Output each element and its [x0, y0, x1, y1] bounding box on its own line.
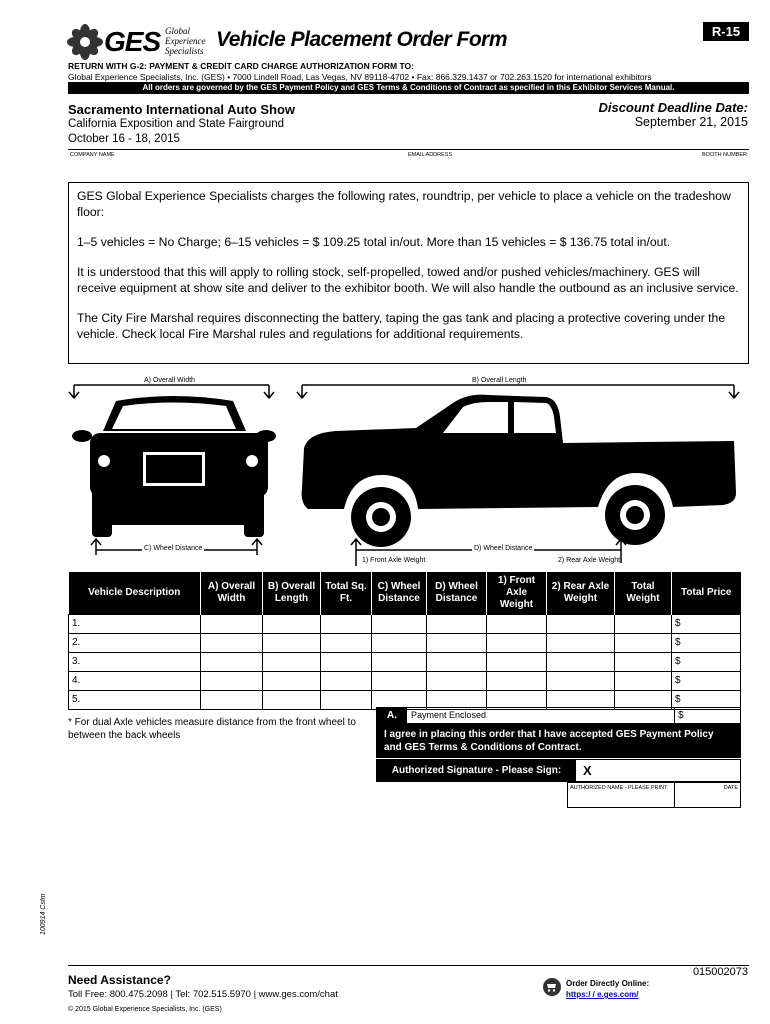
col-front-axle-weight: 1) Front Axle Weight	[487, 572, 547, 614]
rear-axle-label: 2) Rear Axle Weight	[558, 557, 621, 564]
payment-enclosed-row	[376, 707, 741, 724]
total-weight-cell[interactable]	[615, 652, 672, 671]
overall-length-cell[interactable]	[263, 652, 321, 671]
overall-width-label: A) Overall Width	[144, 377, 195, 384]
col-wheel-distance-d: D) Wheel Distance	[427, 572, 487, 614]
col-wheel-distance-c: C) Wheel Distance	[372, 572, 427, 614]
vehicle-measurement-diagram	[68, 373, 749, 568]
total-sqft-cell[interactable]	[321, 671, 372, 690]
wheel-distance-c-label: C) Wheel Distance	[144, 545, 203, 552]
total-price-cell[interactable]: $	[672, 690, 741, 709]
show-dates: October 16 - 18, 2015	[68, 133, 180, 145]
date-field[interactable]: DATE	[674, 782, 741, 808]
show-venue: California Exposition and State Fairground	[68, 118, 285, 130]
ges-logo-icon	[67, 24, 103, 60]
signature-row	[376, 759, 741, 782]
row-number: 4.	[69, 671, 201, 690]
contact-info: Toll Free: 800.475.2098 | Tel: 702.515.5970 | www.ges.com/chat	[68, 989, 338, 1000]
booth-number-field[interactable]: BOOTH NUMBER	[702, 152, 747, 158]
row-number: 3.	[69, 652, 201, 671]
front-axle-weight-cell[interactable]	[487, 614, 547, 633]
footer-divider	[68, 965, 749, 966]
row-number: 2.	[69, 633, 201, 652]
wheel-distance-c-cell[interactable]	[372, 614, 427, 633]
logo-subtitle: Global Experience Specialists	[165, 26, 206, 56]
wheel-distance-c-cell[interactable]	[372, 633, 427, 652]
total-sqft-cell[interactable]	[321, 633, 372, 652]
shopping-cart-icon	[543, 978, 561, 996]
table-row	[69, 633, 741, 652]
row-number: 5.	[69, 690, 201, 709]
wheel-distance-c-cell[interactable]	[372, 671, 427, 690]
payment-amount-field[interactable]: $	[674, 708, 741, 723]
row-number: 1.	[69, 614, 201, 633]
overall-width-cell[interactable]	[201, 633, 263, 652]
front-axle-weight-cell[interactable]	[487, 652, 547, 671]
signature-field[interactable]: X	[583, 763, 592, 778]
vehicle-table	[68, 572, 741, 710]
need-assistance-heading: Need Assistance?	[68, 973, 171, 987]
show-name: Sacramento International Auto Show	[68, 102, 296, 117]
deadline-label: Discount Deadline Date:	[598, 100, 748, 115]
form-number: 015002073	[692, 966, 748, 978]
fire-marshal-note: The City Fire Marshal requires disconnecting the battery, taping the gas tank and placing a protective covering under the vehicle. Check local Fire Marshal rules and regulations for additional requirements.	[77, 311, 726, 341]
overall-length-label: B) Overall Length	[472, 377, 527, 384]
deadline-date: September 21, 2015	[634, 115, 748, 129]
wheel-distance-d-cell[interactable]	[427, 633, 487, 652]
signature-info-fields	[567, 782, 741, 808]
col-total-price: Total Price	[672, 572, 741, 614]
rear-axle-weight-cell[interactable]	[547, 652, 615, 671]
table-row	[69, 652, 741, 671]
overall-width-cell[interactable]	[201, 614, 263, 633]
total-price-cell[interactable]: $	[672, 614, 741, 633]
total-sqft-cell[interactable]	[321, 652, 372, 671]
overall-width-cell[interactable]	[201, 652, 263, 671]
rates-pricing: 1–5 vehicles = No Charge; 6–15 vehicles = $ 109.25 total in/out. More than 15 vehicles = $ 136.75 total in/out.	[77, 235, 671, 249]
col-total-weight: Total Weight	[615, 572, 672, 614]
overall-width-cell[interactable]	[201, 671, 263, 690]
copyright: © 2015 Global Experience Specialists, Inc. (GES)	[68, 1006, 222, 1013]
col-rear-axle-weight: 2) Rear Axle Weight	[547, 572, 615, 614]
return-instruction: RETURN WITH G-2: PAYMENT & CREDIT CARD CHARGE AUTHORIZATION FORM TO:	[68, 61, 414, 71]
overall-length-cell[interactable]	[263, 633, 321, 652]
total-weight-cell[interactable]	[615, 671, 672, 690]
col-overall-length: B) Overall Length	[263, 572, 321, 614]
return-address: Global Experience Specialists, Inc. (GES) • 7000 Lindell Road, Las Vegas, NV 89118-4702 • Fax: 866.329.1437 or 702.263.1520 for international exhibitors	[68, 72, 652, 82]
payment-enclosed-label: Payment Enclosed	[411, 710, 487, 720]
front-axle-weight-cell[interactable]	[487, 633, 547, 652]
col-vehicle-description: Vehicle Description	[69, 572, 201, 614]
wheel-distance-d-label: D) Wheel Distance	[474, 545, 533, 552]
logo-wordmark: GES	[104, 26, 161, 57]
order-online-link[interactable]: https:/ / e.ges.com/	[566, 990, 639, 999]
rates-service: It is understood that this will apply to rolling stock, self-propelled, towed and/or pushed vehicles/machinery. GES will receive equipment at show site and deliver to the exhibitor booth. We will also handle the outbound as an inclusive service.	[77, 265, 739, 295]
side-code: 100914 Cstm	[40, 893, 47, 935]
total-sqft-cell[interactable]	[321, 614, 372, 633]
col-total-sqft: Total Sq. Ft.	[321, 572, 372, 614]
wheel-distance-d-cell[interactable]	[427, 614, 487, 633]
total-price-cell[interactable]: $	[672, 652, 741, 671]
rear-axle-weight-cell[interactable]	[547, 671, 615, 690]
rates-info-box	[68, 182, 749, 364]
wheel-distance-c-cell[interactable]	[372, 652, 427, 671]
total-sqft-cell[interactable]	[321, 690, 372, 709]
wheel-distance-d-cell[interactable]	[427, 671, 487, 690]
front-axle-label: 1) Front Axle Weight	[362, 557, 426, 564]
front-axle-weight-cell[interactable]	[487, 671, 547, 690]
form-title: Vehicle Placement Order Form	[216, 28, 508, 51]
overall-length-cell[interactable]	[263, 614, 321, 633]
total-weight-cell[interactable]	[615, 614, 672, 633]
company-name-field[interactable]: COMPANY NAME	[70, 152, 115, 158]
rear-axle-weight-cell[interactable]	[547, 633, 615, 652]
exhibitor-info-row	[68, 149, 749, 173]
overall-length-cell[interactable]	[263, 671, 321, 690]
policy-bar: All orders are governed by the GES Payment Policy and GES Terms & Conditions of Contract as specified in this Exhibitor Services Manual.	[68, 82, 749, 94]
table-row	[69, 671, 741, 690]
authorized-name-field[interactable]: AUTHORIZED NAME - PLEASE PRINT	[567, 782, 675, 808]
agreement-text: I agree in placing this order that I have accepted GES Payment Policy and GES Terms & Conditions of Contract.	[376, 724, 741, 758]
total-weight-cell[interactable]	[615, 633, 672, 652]
form-code-badge: R-15	[703, 22, 749, 41]
email-address-field[interactable]: EMAIL ADDRESS	[408, 152, 453, 158]
dual-axle-note: * For dual Axle vehicles measure distance from the front wheel to between the back wheels	[68, 717, 356, 741]
table-row	[69, 614, 741, 633]
signature-label: Authorized Signature - Please Sign:	[377, 760, 576, 781]
col-overall-width: A) Overall Width	[201, 572, 263, 614]
total-price-cell[interactable]: $	[672, 671, 741, 690]
rear-axle-weight-cell[interactable]	[547, 614, 615, 633]
overall-width-cell[interactable]	[201, 690, 263, 709]
order-online-label: Order Directly Online:	[566, 979, 650, 988]
rates-intro: GES Global Experience Specialists charges the following rates, roundtrip, per vehicle to place a vehicle on the tradeshow floor:	[77, 189, 731, 219]
wheel-distance-d-cell[interactable]	[427, 652, 487, 671]
overall-length-cell[interactable]	[263, 690, 321, 709]
total-price-cell[interactable]: $	[672, 633, 741, 652]
payment-row-letter: A.	[377, 708, 407, 723]
